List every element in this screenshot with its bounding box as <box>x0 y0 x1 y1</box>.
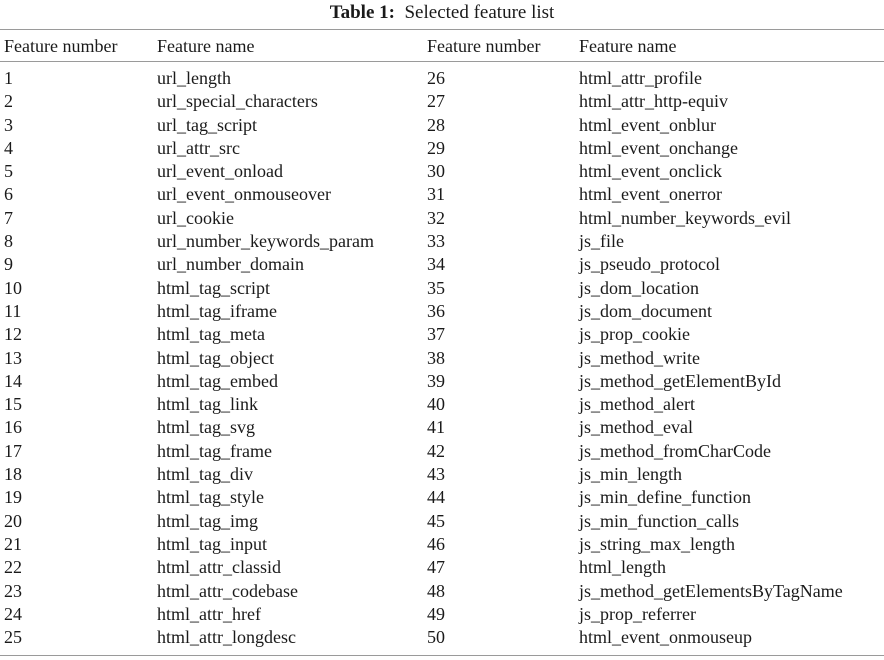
feature-number-left: 6 <box>4 184 13 205</box>
feature-name-left: url_attr_src <box>157 137 240 158</box>
table-row <box>0 370 884 393</box>
feature-number-left: 22 <box>4 557 22 578</box>
feature-number-left: 24 <box>4 603 22 624</box>
feature-number-left: 2 <box>4 91 13 112</box>
feature-name-right: js_file <box>579 231 624 252</box>
feature-number-right: 50 <box>427 627 445 648</box>
feature-name-left: html_tag_frame <box>157 440 272 461</box>
feature-name-left: html_attr_codebase <box>157 580 298 601</box>
feature-number-left: 20 <box>4 510 22 531</box>
feature-name-left: html_attr_classid <box>157 557 281 578</box>
table-row <box>0 556 884 579</box>
header-feature-name-right: Feature name <box>579 36 677 56</box>
header-feature-number-right: Feature number <box>427 36 541 56</box>
table-row <box>0 183 884 206</box>
feature-number-left: 17 <box>4 440 22 461</box>
feature-name-right: js_method_eval <box>579 417 693 438</box>
feature-name-right: html_attr_http-equiv <box>579 91 728 112</box>
table-row <box>0 207 884 230</box>
feature-name-right: html_event_onblur <box>579 114 716 135</box>
feature-number-right: 35 <box>427 277 445 298</box>
feature-number-left: 1 <box>4 68 13 88</box>
feature-name-left: html_tag_img <box>157 510 258 531</box>
table-row <box>0 67 884 90</box>
feature-name-right: js_string_max_length <box>579 533 735 554</box>
feature-name-right: js_min_define_function <box>579 487 751 508</box>
feature-number-right: 38 <box>427 347 445 368</box>
feature-name-right: js_method_getElementsByTagName <box>579 580 843 601</box>
feature-name-left: url_event_onload <box>157 161 283 182</box>
header-feature-number-left: Feature number <box>4 36 118 56</box>
feature-name-left: html_tag_style <box>157 487 264 508</box>
feature-number-right: 47 <box>427 557 445 578</box>
feature-number-left: 9 <box>4 254 13 275</box>
feature-name-right: js_method_getElementById <box>579 370 781 391</box>
table-row <box>0 416 884 439</box>
feature-number-right: 29 <box>427 137 445 158</box>
feature-name-right: js_method_fromCharCode <box>579 440 771 461</box>
table-row <box>0 114 884 137</box>
feature-number-left: 15 <box>4 394 22 415</box>
feature-number-right: 41 <box>427 417 445 438</box>
feature-name-right: html_number_keywords_evil <box>579 207 791 228</box>
feature-number-right: 48 <box>427 580 445 601</box>
feature-name-right: js_min_function_calls <box>579 510 739 531</box>
feature-number-right: 39 <box>427 370 445 391</box>
feature-number-right: 28 <box>427 114 445 135</box>
feature-number-right: 40 <box>427 394 445 415</box>
feature-name-right: js_prop_referrer <box>579 603 696 624</box>
feature-name-right: html_attr_profile <box>579 68 702 88</box>
feature-number-left: 3 <box>4 114 13 135</box>
feature-number-left: 16 <box>4 417 22 438</box>
feature-name-left: html_tag_script <box>157 277 270 298</box>
feature-number-right: 33 <box>427 231 445 252</box>
feature-number-right: 27 <box>427 91 445 112</box>
feature-number-right: 43 <box>427 464 445 485</box>
table-row <box>0 253 884 276</box>
feature-name-left: url_cookie <box>157 207 234 228</box>
feature-number-right: 26 <box>427 68 445 88</box>
feature-name-right: html_event_onmouseup <box>579 627 752 648</box>
feature-name-left: url_event_onmouseover <box>157 184 331 205</box>
table-row <box>0 580 884 603</box>
feature-number-right: 44 <box>427 487 445 508</box>
feature-number-right: 30 <box>427 161 445 182</box>
top-rule <box>0 29 884 30</box>
feature-number-left: 14 <box>4 370 22 391</box>
feature-number-left: 13 <box>4 347 22 368</box>
table-row <box>0 603 884 626</box>
table-row <box>0 463 884 486</box>
feature-number-right: 49 <box>427 603 445 624</box>
feature-name-left: html_tag_iframe <box>157 300 277 321</box>
caption-label: Table 1: <box>329 2 395 23</box>
feature-number-left: 7 <box>4 207 13 228</box>
feature-number-right: 46 <box>427 533 445 554</box>
bottom-rule <box>0 655 884 656</box>
feature-number-right: 45 <box>427 510 445 531</box>
table-row <box>0 393 884 416</box>
feature-number-left: 8 <box>4 231 13 252</box>
feature-number-right: 34 <box>427 254 445 275</box>
feature-name-left: url_length <box>157 68 231 88</box>
feature-name-left: url_special_characters <box>157 91 318 112</box>
table-row <box>0 533 884 556</box>
feature-name-left: html_tag_svg <box>157 417 255 438</box>
table-row <box>0 277 884 300</box>
feature-number-left: 11 <box>4 300 22 321</box>
feature-number-right: 31 <box>427 184 445 205</box>
feature-name-right: html_length <box>579 557 666 578</box>
table-row <box>0 90 884 113</box>
table-row <box>0 440 884 463</box>
feature-name-right: js_dom_location <box>579 277 699 298</box>
feature-number-left: 10 <box>4 277 22 298</box>
feature-number-left: 21 <box>4 533 22 554</box>
feature-name-right: html_event_onclick <box>579 161 722 182</box>
feature-number-left: 12 <box>4 324 22 345</box>
table-row <box>0 323 884 346</box>
table-row <box>0 230 884 253</box>
table-row <box>0 510 884 533</box>
table-body <box>0 67 884 649</box>
table-caption <box>0 0 884 26</box>
table-row <box>0 137 884 160</box>
table-row <box>0 347 884 370</box>
feature-number-right: 36 <box>427 300 445 321</box>
table-header-row <box>0 34 884 58</box>
feature-name-left: html_tag_input <box>157 533 267 554</box>
header-feature-name-left: Feature name <box>157 36 255 56</box>
feature-name-left: url_number_keywords_param <box>157 231 374 252</box>
feature-name-right: js_method_alert <box>579 394 695 415</box>
feature-name-right: js_method_write <box>579 347 700 368</box>
table-row <box>0 300 884 323</box>
feature-name-left: html_attr_longdesc <box>157 627 296 648</box>
table-row <box>0 626 884 649</box>
feature-number-left: 25 <box>4 627 22 648</box>
feature-number-right: 32 <box>427 207 445 228</box>
feature-name-right: js_dom_document <box>579 300 712 321</box>
table-row <box>0 486 884 509</box>
feature-name-right: js_min_length <box>579 464 682 485</box>
header-rule <box>0 61 884 62</box>
feature-name-left: html_tag_link <box>157 394 258 415</box>
feature-name-right: html_event_onerror <box>579 184 722 205</box>
feature-number-right: 42 <box>427 440 445 461</box>
feature-number-left: 19 <box>4 487 22 508</box>
feature-name-left: html_tag_embed <box>157 370 278 391</box>
feature-name-left: html_attr_href <box>157 603 261 624</box>
feature-name-left: url_number_domain <box>157 254 304 275</box>
feature-number-right: 37 <box>427 324 445 345</box>
feature-number-left: 23 <box>4 580 22 601</box>
feature-number-left: 4 <box>4 137 13 158</box>
feature-number-left: 18 <box>4 464 22 485</box>
feature-number-left: 5 <box>4 161 13 182</box>
caption-text: Selected feature list <box>404 2 555 23</box>
feature-name-left: html_tag_object <box>157 347 274 368</box>
table-row <box>0 160 884 183</box>
feature-name-left: html_tag_div <box>157 464 253 485</box>
feature-name-left: html_tag_meta <box>157 324 265 345</box>
feature-name-right: html_event_onchange <box>579 137 738 158</box>
feature-name-right: js_prop_cookie <box>579 324 690 345</box>
feature-name-right: js_pseudo_protocol <box>579 254 720 275</box>
feature-name-left: url_tag_script <box>157 114 257 135</box>
